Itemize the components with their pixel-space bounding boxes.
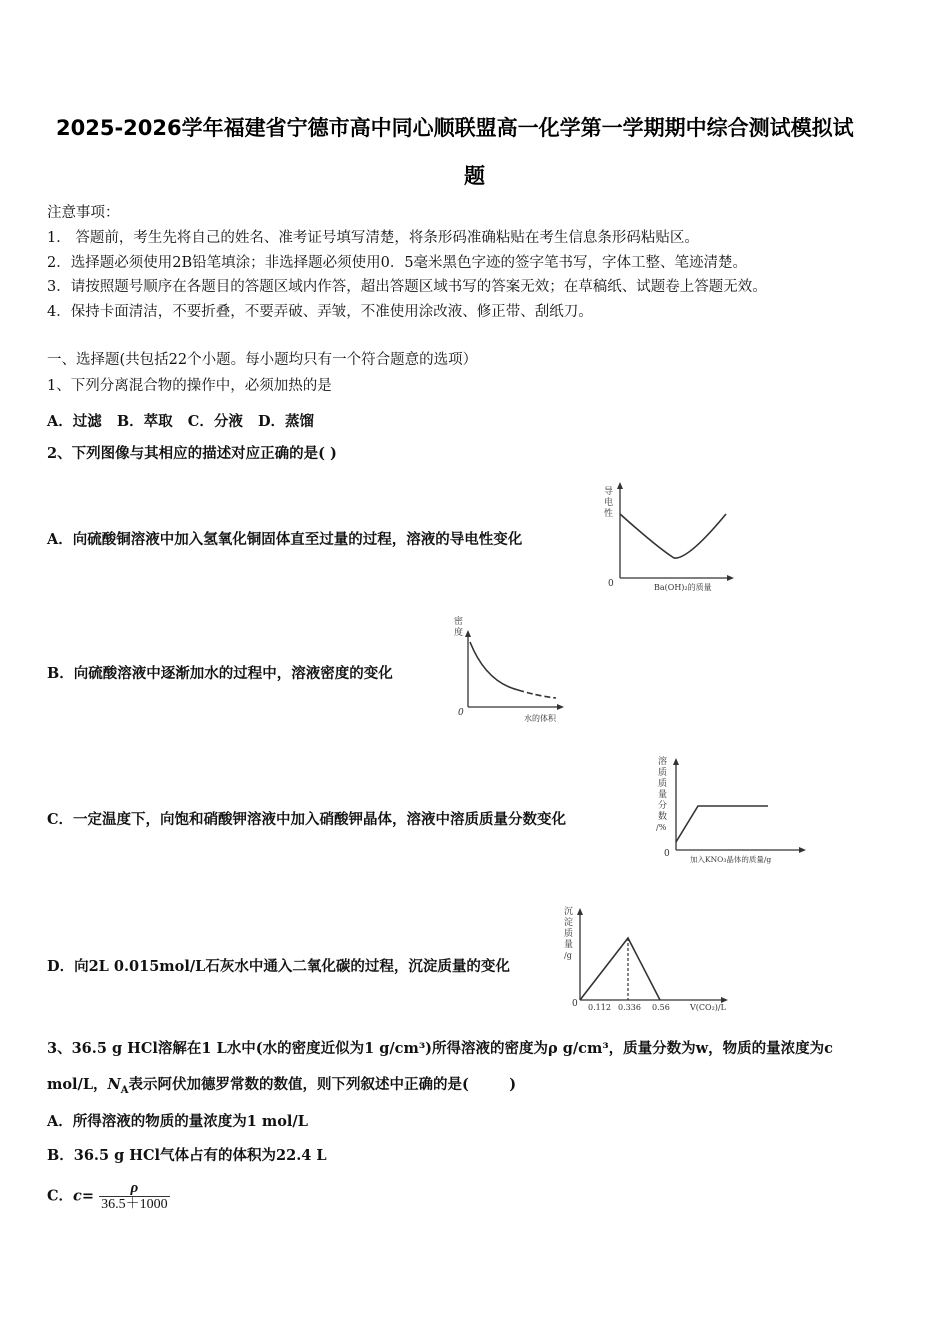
graph-c-ylabel: 质	[658, 779, 668, 789]
graph-precipitate	[560, 902, 732, 1020]
graph-c-ylabel: 溶	[658, 757, 668, 767]
graph-c-ylabel: 质	[658, 768, 668, 778]
notice-item: 1． 答题前，考生先将自己的姓名、准考证号填写清楚，将条形码准确粘贴在考生信息条形码粘贴区。	[47, 230, 699, 246]
unit-text: mol/L，	[47, 1076, 108, 1093]
page-title-continued: 题	[464, 164, 485, 188]
graph-c-ylabel: 数	[658, 812, 668, 822]
graph-d-ylabel: 淀	[564, 918, 574, 928]
notice-item: 3．请按照题号顺序在各题目的答题区域内作答，超出答题区域书写的答案无效；在草稿纸、试题卷上答题无效。	[47, 279, 767, 295]
question-1-stem: 1、下列分离混合物的操作中，必须加热的是	[47, 378, 332, 394]
question-3-option-c	[47, 1180, 170, 1213]
option-c-fraction	[99, 1180, 170, 1213]
graph-c-ylabel: /%	[656, 823, 667, 832]
graph-a-ylabel: 导	[604, 487, 614, 497]
avogadro-subscript: A	[120, 1084, 129, 1096]
question-2-option-b: B．向硫酸溶液中逐渐加水的过程中，溶液密度的变化	[47, 665, 393, 682]
graph-d-xlabel: V(CO₂)/L	[690, 1003, 726, 1012]
question-2-stem: 2、下列图像与其相应的描述对应正确的是( )	[47, 445, 337, 462]
graph-d-tick: 0.336	[618, 1003, 641, 1012]
graph-conductivity	[598, 478, 738, 598]
graph-d-ylabel: 量	[564, 940, 574, 950]
graph-d-ylabel: 沉	[564, 907, 574, 917]
graph-b-origin: 0	[458, 708, 464, 718]
question-2-option-d: D．向2L 0.015mol/L石灰水中通入二氧化碳的过程，沉淀质量的变化	[47, 958, 510, 975]
option-c-label: C．	[47, 1187, 74, 1205]
graph-c-ylabel: 量	[658, 790, 668, 800]
question-3-stem-continued	[47, 1075, 516, 1101]
graph-c-ylabel: 分	[658, 801, 668, 811]
question-1-options: A．过滤 B．萃取 C．分液 D．蒸馏	[47, 413, 315, 430]
graph-d-ylabel: 质	[564, 929, 574, 939]
graph-a-origin: 0	[608, 579, 614, 589]
option-c-variable: c=	[73, 1187, 95, 1205]
graph-a-ylabel: 电	[604, 498, 614, 508]
graph-d-ylabel: /g	[564, 951, 572, 960]
page-title: 2025-2026学年福建省宁德市高中同心顺联盟高一化学第一学期期中综合测试模拟试	[56, 116, 854, 140]
graph-a-xlabel: Ba(OH)₂的质量	[654, 583, 712, 592]
fraction-numerator: ρ	[130, 1180, 139, 1196]
graph-c-xlabel: 加入KNO₃晶体的质量/g	[690, 855, 772, 864]
graph-d-origin: 0	[572, 999, 578, 1009]
graph-b-ylabel: 密	[454, 617, 464, 627]
graph-b-xlabel: 水的体积	[524, 714, 556, 722]
avogadro-symbol: N	[107, 1076, 121, 1093]
question-3-option-a: A．所得溶液的物质的量浓度为1 mol/L	[47, 1113, 308, 1130]
graph-b-ylabel: 度	[454, 628, 464, 638]
question-2-option-c: C．一定温度下，向饱和硝酸钾溶液中加入硝酸钾晶体，溶液中溶质质量分数变化	[47, 811, 567, 828]
section-heading: 一、选择题(共包括22个小题。每小题均只有一个符合题意的选项）	[47, 352, 478, 368]
graph-c-origin: 0	[664, 849, 670, 859]
notice-heading: 注意事项：	[47, 205, 120, 221]
notice-item: 2．选择题必须使用2B铅笔填涂；非选择题必须使用0．5毫米黑色字迹的签字笔书写，字体工整、笔迹清楚。	[47, 255, 748, 271]
graph-mass-fraction	[652, 750, 812, 868]
graph-d-tick: 0.112	[588, 1003, 611, 1012]
fraction-denominator: 36.5＋1000	[101, 1197, 168, 1212]
graph-d-tick: 0.56	[652, 1003, 670, 1012]
graph-a-ylabel: 性	[604, 509, 614, 519]
notice-item: 4．保持卡面清洁，不要折叠，不要弄破、弄皱，不准使用涂改液、修正带、刮纸刀。	[47, 304, 593, 320]
graph-density	[448, 612, 588, 722]
stem-text: 表示阿伏加德罗常数的数值，则下列叙述中正确的是( )	[128, 1076, 517, 1093]
question-3-option-b: B．36.5 g HCl气体占有的体积为22.4 L	[47, 1147, 327, 1164]
question-2-option-a: A．向硫酸铜溶液中加入氢氧化铜固体直至过量的过程，溶液的导电性变化	[47, 531, 523, 548]
question-3-stem: 3、36.5 g HCl溶解在1 L水中(水的密度近似为1 g/cm³)所得溶液的密度为ρ g/cm³，质量分数为w，物质的量浓度为c	[47, 1040, 833, 1057]
